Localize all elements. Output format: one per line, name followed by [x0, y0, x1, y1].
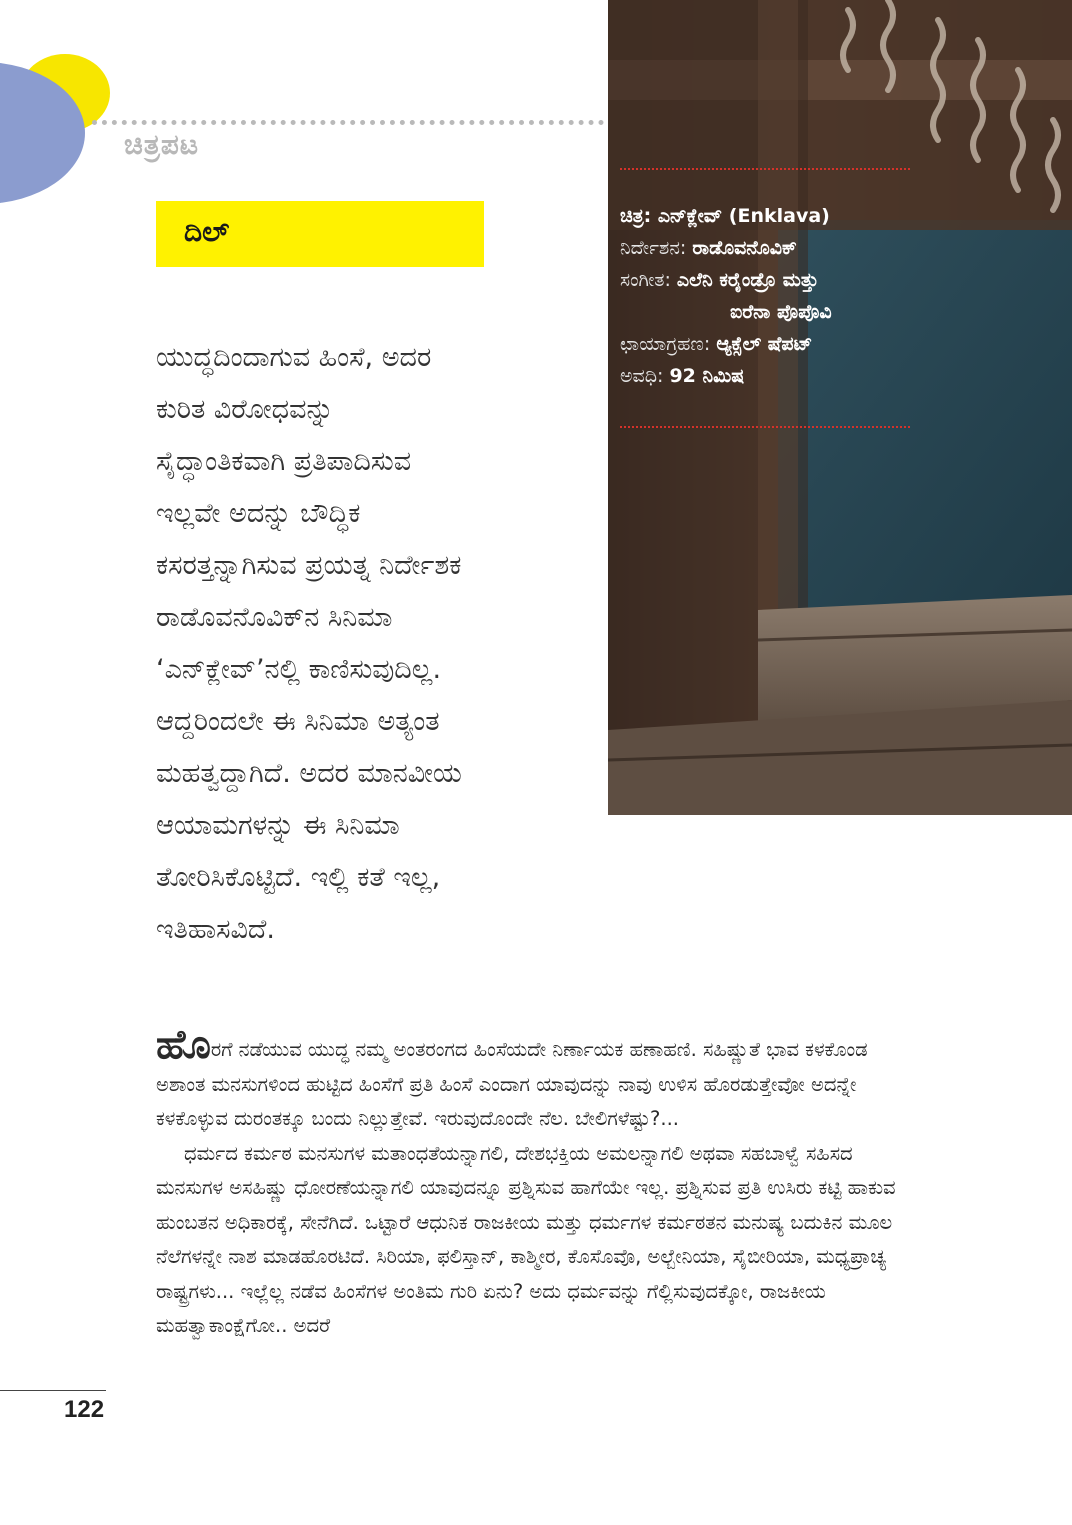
intro-line: ಕುರಿತ ವಿರೋಧವನ್ನು	[156, 394, 334, 425]
intro-line: ಮಹತ್ವದ್ದಾಗಿದೆ. ಅದರ ಮಾನವೀಯ	[156, 758, 462, 789]
credit-value: ಆ್ಯಕ್ಸೆಲ್ ಷೆಪಟ್	[716, 333, 813, 355]
intro-line: ರಾಡೊವನೊವಿಕ್‌ನ ಸಿನಿಮಾ	[156, 602, 393, 633]
credit-label: ನಿರ್ದೇಶನ:	[620, 237, 687, 259]
credit-director	[620, 232, 910, 264]
credit-camera	[620, 328, 910, 360]
credit-music	[620, 264, 910, 296]
intro-line: ಆದ್ದರಿಂದಲೇ ಈ ಸಿನಿಮಾ ಅತ್ಯಂತ	[156, 706, 440, 737]
intro-line: ‘ಎನ್‌ಕ್ಲೇವ್’ನಲ್ಲಿ ಕಾಣಿಸುವುದಿಲ್ಲ.	[156, 654, 442, 685]
article-body	[156, 1022, 916, 1344]
credit-label: ಛಾಯಾಗ್ರಹಣ:	[620, 333, 711, 355]
body-paragraph-text: ರಗೆ ನಡೆಯುವ ಯುದ್ಧ ನಮ್ಮ ಅಂತರಂಗದ ಹಿಂಸೆಯದೇ ನಿರ್ಣಾಯಕ ಹಣಾಹಣಿ. ಸಹಿಷ್ಣುತೆ ಭಾವ ಕಳಕೊಂಡ ಅಶಾಂತ ಮನಸುಗಳಿಂದ ಹುಟ್ಟಿದ ಹಿಂಸೆಗೆ ಪ್ರತಿ ಹಿಂಸೆ ಎಂದಾಗ ಯಾವುದನ್ನು ನಾವು ಉಳಿಸ ಹೊರಡುತ್ತೇವೋ ಅದನ್ನೇ ಕಳಕೊಳ್ಳುವ ದುರಂತಕ್ಕೂ ಬಂದು ನಿಲ್ಲುತ್ತೇವೆ. ಇರುವುದೊಂದೇ ನೆಲ. ಬೇಲಿಗಳೆಷ್ಟು?...	[156, 1038, 868, 1130]
credit-film: ಚಿತ್ರ: ಎನ್‌ಕ್ಲೇವ್ (Enklava)	[620, 205, 830, 227]
credit-value: 92 ನಿಮಿಷ	[669, 365, 745, 387]
credit-value: ರಾಡೊವನೊವಿಕ್	[692, 237, 797, 259]
intro-line: ಇಲ್ಲವೇ ಅದನ್ನು ಬೌದ್ಧಿಕ	[156, 498, 361, 529]
page-number-rule	[0, 1390, 106, 1391]
intro-line: ಸೈದ್ಧಾಂತಿಕವಾಗಿ ಪ್ರತಿಪಾದಿಸುವ	[156, 446, 412, 477]
film-credits	[620, 168, 910, 428]
body-paragraph	[156, 1022, 916, 1137]
intro-line: ಕಸರತ್ತನ್ನಾಗಿಸುವ ಪ್ರಯತ್ನ ನಿರ್ದೇಶಕ	[156, 550, 462, 581]
credit-label: ಸಂಗೀತ:	[620, 269, 671, 291]
intro-line: ತೋರಿಸಿಕೊಟ್ಟಿದೆ. ಇಲ್ಲಿ ಕತೆ ಇಲ್ಲ,	[156, 862, 441, 893]
section-label: ಚಿತ್ರಪಟ	[124, 128, 200, 161]
header-dotted-rule	[92, 120, 604, 125]
body-paragraph: ಧರ್ಮದ ಕರ್ಮಠ ಮನಸುಗಳ ಮತಾಂಧತೆಯನ್ನಾಗಲಿ, ದೇಶಭಕ್ತಿಯ ಅಮಲನ್ನಾಗಲಿ ಅಥವಾ ಸಹಬಾಳ್ವೆ ಸಹಿಸದ ಮನಸುಗಳ ಅಸಹಿಷ್ಣು ಧೋರಣೆಯನ್ನಾಗಲಿ ಯಾವುದನ್ನೂ ಪ್ರಶ್ನಿಸುವ ಹಾಗೆಯೇ ಇಲ್ಲ. ಪ್ರಶ್ನಿಸುವ ಪ್ರತಿ ಉಸಿರು ಕಟ್ಟಿ ಹಾಕುವ ಹುಂಬತನ ಅಧಿಕಾರಕ್ಕೆ, ಸೇನೆಗಿದೆ. ಒಟ್ಟಾರೆ ಆಧುನಿಕ ರಾಜಕೀಯ ಮತ್ತು ಧರ್ಮಗಳ ಕರ್ಮಠತನ ಮನುಷ್ಯ ಬದುಕಿನ ಮೂಲ ನೆಲೆಗಳನ್ನೇ ನಾಶ ಮಾಡಹೊರಟಿದೆ. ಸಿರಿಯಾ, ಫಲಿಸ್ತಾನ್, ಕಾಶ್ಮೀರ, ಕೊಸೊವೊ, ಅಲ್ಬೇನಿಯಾ, ಸೈಬೀರಿಯಾ, ಮಧ್ಯಪ್ರಾಚ್ಯ ರಾಷ್ಟ್ರಗಳು... ಇಲ್ಲೆಲ್ಲ ನಡೆವ ಹಿಂಸೆಗಳ ಅಂತಿಮ ಗುರಿ ಏನು? ಅದು ಧರ್ಮವನ್ನು ಗೆಲ್ಲಿಸುವುದಕ್ಕೋ, ರಾಜಕೀಯ ಮಹತ್ವಾಕಾಂಕ್ಷೆಗೋ.. ಅದರೆ	[156, 1141, 896, 1337]
intro-paragraph	[156, 332, 596, 956]
article-title: ದಿಲ್	[156, 201, 484, 267]
credit-music-continued: ಐರೆನಾ ಪೊಪೊವಿ	[730, 301, 832, 323]
intro-line: ಆಯಾಮಗಳನ್ನು ಈ ಸಿನಿಮಾ	[156, 810, 400, 841]
credit-duration	[620, 360, 910, 392]
intro-line: ಯುದ್ಧದಿಂದಾಗುವ ಹಿಂಸೆ, ಅದರ	[156, 342, 432, 373]
drop-cap: ಹೊ	[156, 1022, 211, 1068]
intro-line: ಇತಿಹಾಸವಿದೆ.	[156, 914, 275, 945]
credit-label: ಅವಧಿ:	[620, 365, 664, 387]
credit-value: ಎಲೆನಿ ಕರೈಂಡ್ರೊ ಮತ್ತು	[676, 269, 819, 291]
page-number: 122	[64, 1396, 105, 1423]
